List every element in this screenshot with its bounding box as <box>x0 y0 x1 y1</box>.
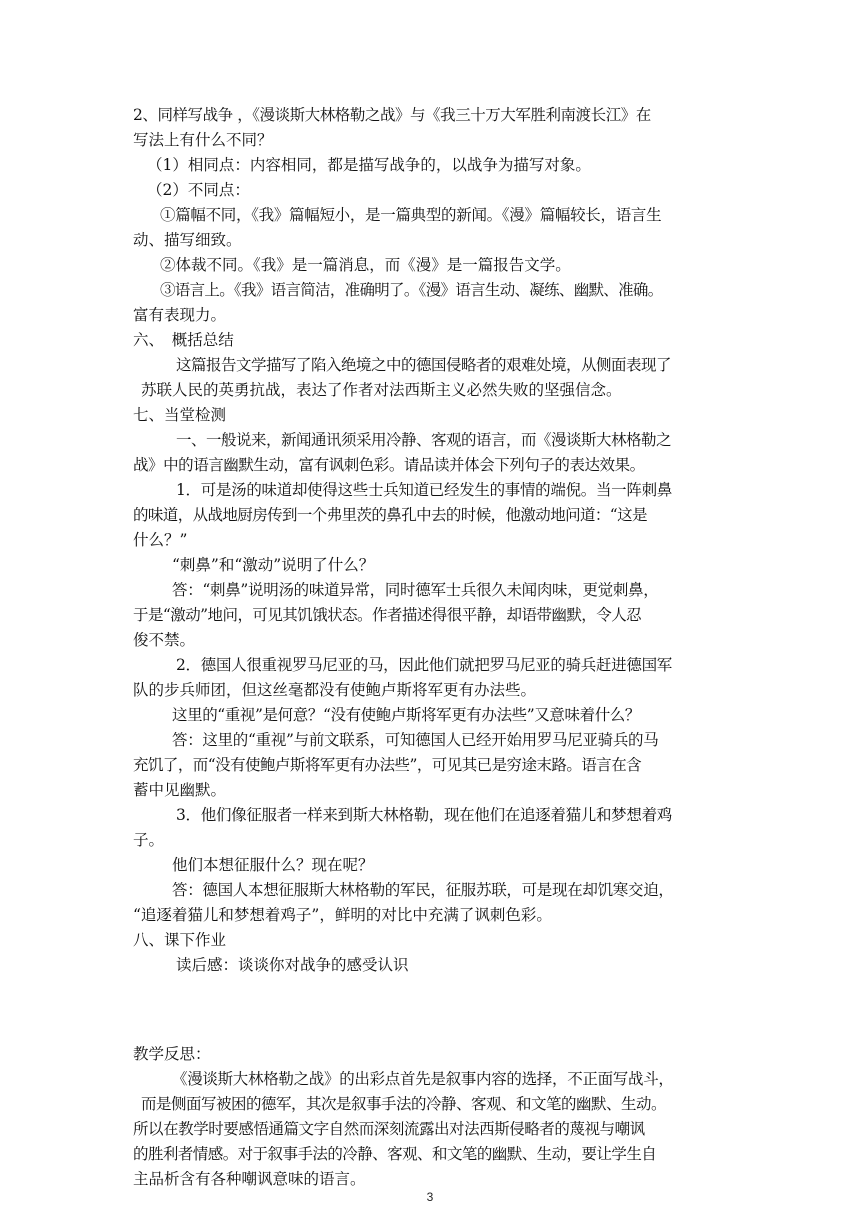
text-line: 《漫谈斯大林格勒之战》的出彩点首先是叙事内容的选择，不正面写战斗， <box>172 1070 674 1088</box>
text-line: 一、一般说来，新闻通讯须采用冷静、客观的语言，而《漫谈斯大林格勒之 <box>176 431 672 449</box>
text-line: ③语言上。《我》语言简洁，准确明了。《漫》语言生动、凝练、幽默、准确。 <box>160 281 663 299</box>
text-line: 主品析含有各种嘲讽意味的语言。 <box>133 1170 366 1188</box>
text-line: 队的步兵师团，但这丝毫都没有使鲍卢斯将军更有办法些。 <box>133 681 537 699</box>
text-line: 苏联人民的英勇抗战，表达了作者对法西斯主义必然失败的坚强信念。 <box>141 381 622 399</box>
text-line: 答：这里的“重视”与前文联系，可知德国人已经开始用罗马尼亚骑兵的马 <box>172 731 659 749</box>
text-line: “刺鼻”和“激动”说明了什么？ <box>172 556 375 574</box>
section-heading: 七、当堂检测 <box>133 406 227 424</box>
reflection-heading: 教学反思： <box>133 1045 211 1063</box>
text-line: 富有表现力。 <box>133 306 227 324</box>
text-line: 2．德国人很重视罗马尼亚的马，因此他们就把罗马尼亚的骑兵赶进德国军 <box>176 656 672 674</box>
text-line: 1．可是汤的味道却使得这些士兵知道已经发生的事情的端倪。当一阵刺鼻 <box>176 481 672 499</box>
text-line: 所以在教学时要感悟通篇文字自然而深刻流露出对法西斯侵略者的蔑视与嘲讽 <box>133 1120 645 1138</box>
text-line: 的胜利者情感。对于叙事手法的冷静、客观、和文笔的幽默、生动，要让学生自 <box>133 1145 657 1163</box>
text-line: 这篇报告文学描写了陷入绝境之中的德国侵略者的艰难处境，从侧面表现了 <box>176 356 672 374</box>
text-line: （1）相同点：内容相同，都是描写战争的，以战争为描写对象。 <box>147 156 591 174</box>
text-line: 动、描写细致。 <box>133 231 242 249</box>
text-line: 读后感：谈谈你对战争的感受认识 <box>176 956 409 974</box>
text-line: 答：德国人本想征服斯大林格勒的军民，征服苏联，可是现在却饥寒交迫， <box>172 881 674 899</box>
text-line: 俊不禁。 <box>133 631 196 649</box>
text-line: 于是“激动”地问，可见其饥饿状态。作者描述得很平静，却语带幽默，令人忍 <box>133 606 642 624</box>
text-line: 蓄中见幽默。 <box>133 781 227 799</box>
text-line: 2、同样写战争 ，《漫谈斯大林格勒之战》与《我三十万大军胜利南渡长江》在 <box>133 106 651 124</box>
text-line: 的味道，从战地厨房传到一个弗里茨的鼻孔中去的时候，他激动地问道：“这是 <box>133 506 647 524</box>
text-line: 这里的“重视”是何意？“没有使鲍卢斯将军更有办法些”又意味着什么？ <box>172 706 640 724</box>
text-line: ②体裁不同。《我》是一篇消息，而《漫》是一篇报告文学。 <box>160 256 571 274</box>
text-line: 写法上有什么不同？ <box>133 131 273 149</box>
section-heading: 六、 概括总结 <box>133 331 234 349</box>
section-heading: 八、课下作业 <box>133 931 227 949</box>
text-line: 而是侧面写被困的德军，其次是叙事手法的冷静、客观、和文笔的幽默、生动。 <box>141 1095 667 1113</box>
text-line: 充饥了，而“没有使鲍卢斯将军更有办法些”，可见其已是穷途末路。语言在含 <box>133 756 642 774</box>
text-line: 他们本想征服什么？现在呢？ <box>172 856 374 874</box>
text-line: 战》中的语言幽默生动，富有讽刺色彩。请品读并体会下列句子的表达效果。 <box>133 456 645 474</box>
text-line: 答：“刺鼻”说明汤的味道异常，同时德军士兵很久未闻肉味，更觉刺鼻， <box>172 581 659 599</box>
text-line: 子。 <box>133 831 165 849</box>
text-line: “追逐着猫儿和梦想着鸡子”，鲜明的对比中充满了讽刺色彩。 <box>133 906 552 924</box>
page-number: 3 <box>426 1190 434 1204</box>
text-line: 什么？” <box>133 531 188 549</box>
text-line: （2）不同点： <box>147 181 250 199</box>
text-line: ①篇幅不同，《我》篇幅短小，是一篇典型的新闻。《漫》篇幅较长，语言生 <box>160 206 662 224</box>
text-line: 3．他们像征服者一样来到斯大林格勒，现在他们在追逐着猫儿和梦想着鸡 <box>176 806 672 824</box>
